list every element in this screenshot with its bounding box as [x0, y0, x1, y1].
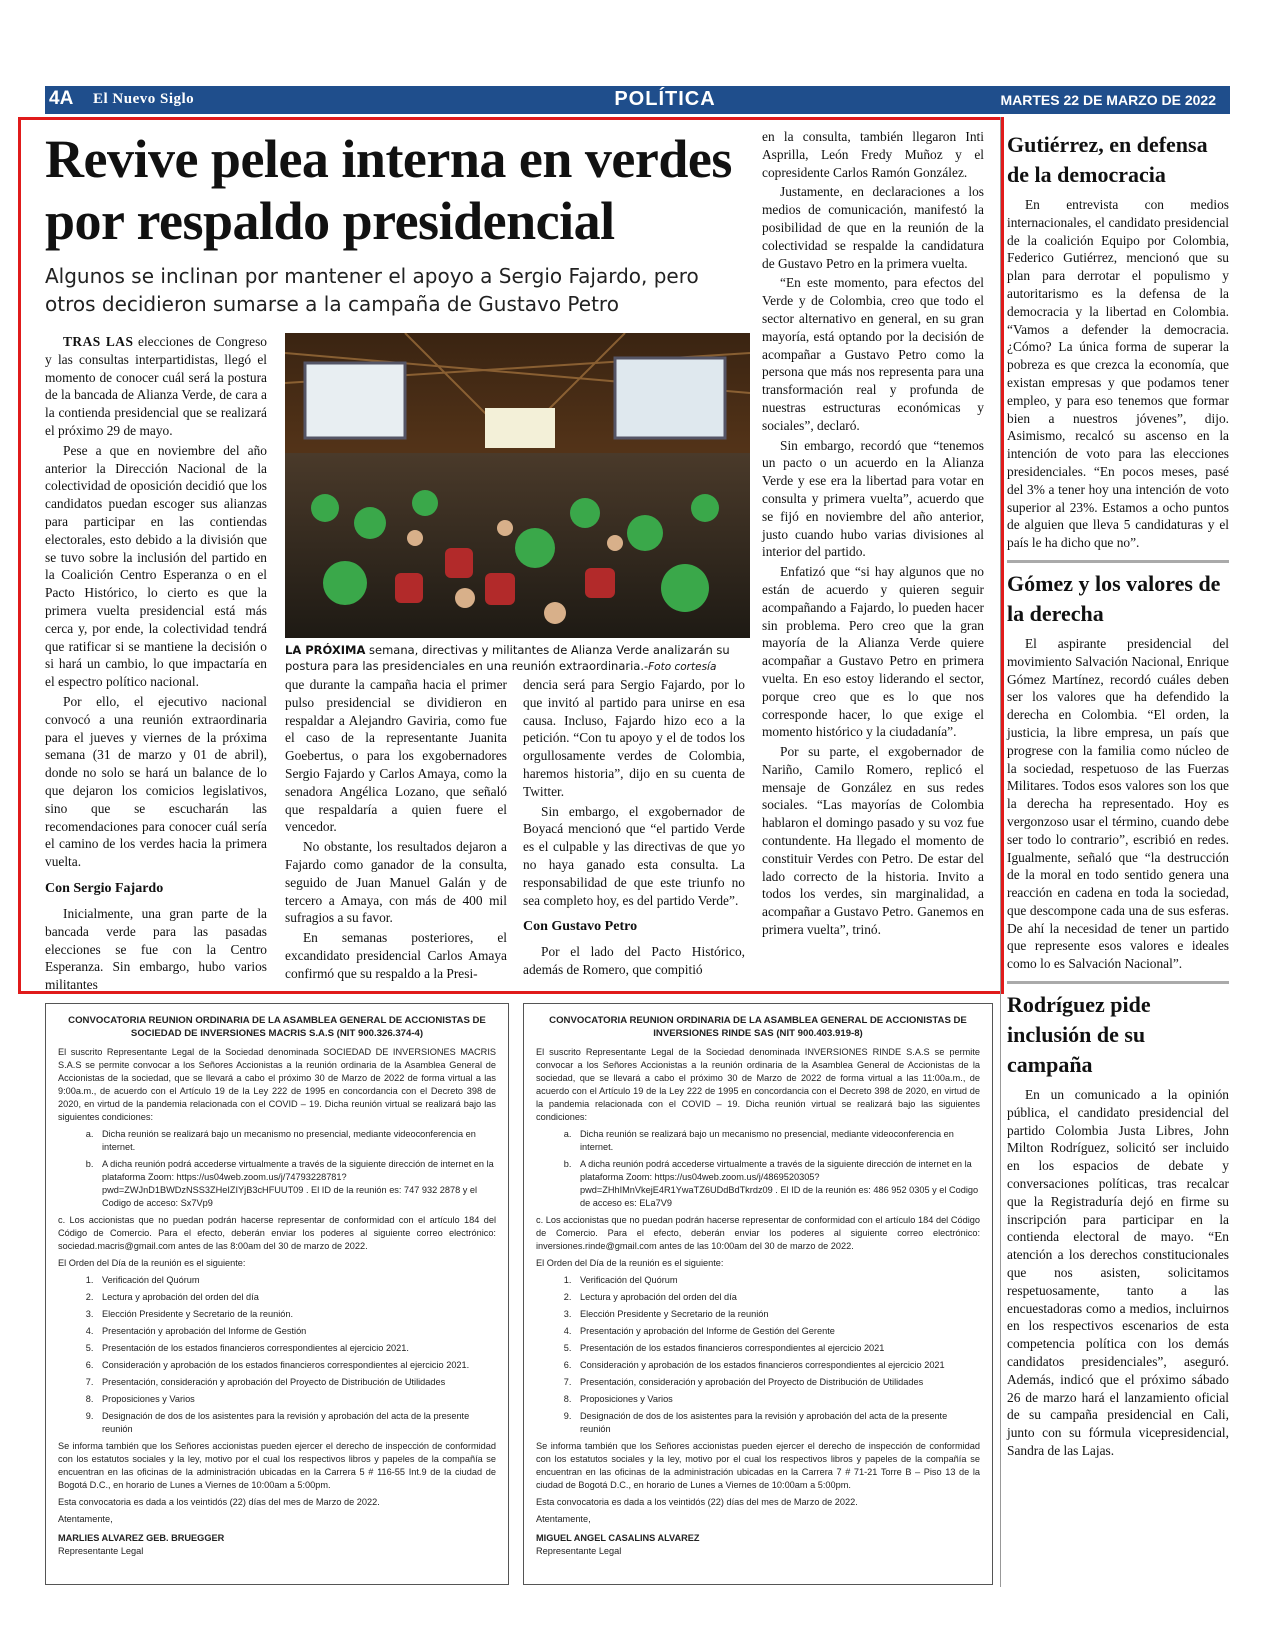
sidebar-heading: Gómez y los valores de la derecha [1007, 570, 1221, 626]
paragraph: Pese a que en noviembre del año anterior la Dirección Nacional de la colectividad de oposición decidió que los candidatos puedan escoger sus alianzas para participar en las contiendas electorales, esto debido a la división que se tuvo sobre la inclusión del partido en la Coalición Centro Esperanza o en el Pacto Histórico, lo cierto es que la primera vuelta presidencial está más cerca y, por ende, la colectividad tendrá que ratificar si se mantiene la decisión o si hará un cambio, lo que impactaría en el espectro político nacional. [45, 442, 267, 690]
agenda-item: 1. Verificación del Quórum [574, 1274, 980, 1287]
agenda-item: 4. Presentación y aprobación del Informe de Gestión del Gerente [574, 1325, 980, 1338]
notice-condition: b. A dicha reunión podrá accederse virtualmente a través de la siguiente dirección de internet en la plataforma Zoom: https://us04web.zoom.us/j/74793228781?pwd=ZWJnD1BWDzNSS3ZHeIZIYjB3cHFUUT09 . El ID de la reunión es: 747 932 2878 y el Codigo de acceso: Sx7Vp9 [96, 1158, 496, 1210]
agenda-item: 8. Proposiciones y Varios [96, 1393, 496, 1406]
article-headline: Revive pelea interna en verdes por respaldo presidencial [45, 129, 732, 251]
article-column-4 [762, 128, 984, 941]
notice-title: CONVOCATORIA REUNION ORDINARIA DE LA ASAMBLEA GENERAL DE ACCIONISTAS DE INVERSIONES RINDE SAS (NIT 900.403.919-8) [549, 1015, 967, 1039]
notice-date: Esta convocatoria es dada a los veintidós (22) días del mes de Marzo de 2022. [536, 1497, 858, 1507]
newspaper-name: El Nuevo Siglo [93, 91, 195, 107]
agenda-item: 4. Presentación y aprobación del Informe de Gestión [96, 1325, 496, 1338]
legal-notice [523, 1003, 993, 1585]
sidebar-story [1007, 569, 1229, 973]
notice-agenda [58, 1274, 496, 1436]
notice-proxy: c. Los accionistas que no puedan podrán hacerse representar de conformidad con el artículo 184 del Código de Comercio. Para el efecto, deberán enviar los poderes al siguiente correo electrónico: inversiones.rinde@gmail.com antes de las 10:00am del 30 de marzo de 2022. [536, 1215, 980, 1251]
agenda-item: 1. Verificación del Quórum [96, 1274, 496, 1287]
notice-condition: a. Dicha reunión se realizará bajo un mecanismo no presencial, mediante videoconferencia en internet. [96, 1128, 496, 1154]
notice-intro: El suscrito Representante Legal de la Sociedad denominada SOCIEDAD DE INVERSIONES MACRIS S.A.S se permite convocar a los Señores Accionistas a la reunión ordinaria de la Asamblea General de Accionistas de la sociedad, que se llevará a cabo el próximo 30 de Marzo de 2022 de forma virtual a las 9:00a.m., de acuerdo con el Artículo 19 de la Ley 222 de 1995 en concordancia con el Decreto 398 de 2020, en virtud de la pandemia relacionada con el COVID – 19. Dicha reunión virtual se realizará bajo las siguientes condiciones: [58, 1047, 496, 1122]
notice-agenda-intro: El Orden del Día de la reunión es el siguiente: [536, 1258, 724, 1268]
legal-notice [45, 1003, 509, 1585]
article-column-1 [45, 333, 267, 996]
notice-conditions [58, 1128, 496, 1210]
paragraph: Por su parte, el exgobernador de Nariño, Camilo Romero, replicó el mensaje de González en sus redes sociales. “Las mayorías de Colombia hablaron el domingo pasado y su voz fue contundente. Ha llegado el momento de constituir Verdes con Petro. De estar del lado correcto de la historia. Invito a todos los verdes, sin marginalidad, a acompañar a Gustavo Petro. Ganemos en primera vuelta”, trinó. [762, 744, 984, 938]
agenda-item: 3. Elección Presidente y Secretario de la reunión. [96, 1308, 496, 1321]
caption-text: semana, directivas y militantes de Alianza Verde analizarán su postura para las presidenciales en una reunión extraordinaria.- [285, 643, 730, 673]
sidebar-body: En un comunicado a la opinión pública, el candidato presidencial del partido Colombia Justa Libres, John Milton Rodríguez, solicitó ser incluido en los espacios de debate y conversaciones políticas, tras recalcar que la Registraduría dejó en firme su inscripción para participar en la contienda electoral de mayo. “En atención a los derechos constitucionales que nos asisten, solicitamos respetuosamente, tanto a las encuestadoras como a medios, incluirnos en los respectivos escenarios de esta competencia política con los demás candidatos presidenciales”, aseguró. Además, indicó que el próximo sábado 26 de marzo hará el lanzamiento oficial de su campaña presidencial en Cali, junto con su fórmula vicepresidencial, Sandra de las Lajas. [1007, 1087, 1229, 1459]
notice-date: Esta convocatoria es dada a los veintidós (22) días del mes de Marzo de 2022. [58, 1497, 380, 1507]
notice-agenda-intro: El Orden del Día de la reunión es el siguiente: [58, 1258, 246, 1268]
subheading: Con Gustavo Petro [523, 919, 638, 935]
paragraph: en la consulta, también llegaron Inti Asprilla, León Fredy Muñoz y el copresidente Carlos Ramón González. [762, 129, 984, 180]
paragraph: Inicialmente, una gran parte de la bancada verde para las pasadas elecciones se fue con la Centro Esperanza. Sin embargo, hubo varios militantes [45, 905, 267, 993]
photo-caption [285, 642, 750, 675]
page-header-bar [45, 86, 1230, 114]
agenda-item: 8. Proposiciones y Varios [574, 1393, 980, 1406]
notice-intro: El suscrito Representante Legal de la Sociedad denominada INVERSIONES RINDE S.A.S se permite convocar a los Señores Accionistas a la reunión ordinaria de la Asamblea General de Accionistas de la sociedad, que se llevará a cabo el próximo 30 de Marzo de 2022 de forma virtual a las 11:00a.m., de acuerdo con el Artículo 19 de la Ley 222 de 1995 en concordancia con el Decreto 398 de 2020, en virtud de la pandemia relacionada con el COVID – 19. Dicha reunión virtual se realizará bajo las siguientes condiciones: [536, 1047, 980, 1122]
paragraph: “En este momento, para efectos del Verde y de Colombia, creo que todo el sector alternativo en general, en su gran mayoría, está optando por la decisión de acompañar a Gustavo Petro como la persona que más nos representa para una transformación real y profunda de nuestras estructuras económicas y sociales”, declaró. [762, 275, 984, 433]
notice-role: Representante Legal [536, 1546, 622, 1556]
notice-condition: b. A dicha reunión podrá accederse virtualmente a través de la siguiente dirección de internet en la plataforma Zoom: https://us04web.zoom.us/j/4869520305?pwd=ZHhIMnVkejE4R1YwaTZ6UDdBdTkrdz09 . El ID de la reunión es: 486 952 0305 y el Codigo de acceso es: ELa7V9 [574, 1158, 980, 1210]
sidebar-story [1007, 990, 1229, 1460]
notice-info: Se informa también que los Señores accionistas pueden ejercer el derecho de inspección de conformidad con los estatutos sociales y la ley, motivo por el cual los respectivos libros y papeles de la compañía se encuentran en las oficinas de la administración ubicadas en la Carrera 7 # 71-21 Torre B – Piso 13 de la ciudad de Bogotá D.C., en horario de Lunes a Viernes de 10:00am a 5:00pm. [536, 1441, 980, 1490]
agenda-item: 7. Presentación, consideración y aprobación del Proyecto de Distribución de Utilidades [96, 1376, 496, 1389]
paragraph: Sin embargo, recordó que “tenemos un pacto o un acuerdo en la Alianza Verde y ese era la libertad para votar en consulta y primera vuelta”, acuerdo que se fijó en noviembre del año anterior, justo cuando hubo varias divisiones al interior del partido. [762, 437, 984, 560]
sidebar-heading: Rodríguez pide inclusión de su campaña [1007, 992, 1151, 1078]
notice-title: CONVOCATORIA REUNION ORDINARIA DE LA ASAMBLEA GENERAL DE ACCIONISTAS DE SOCIEDAD DE INVERSIONES MACRIS S.A.S (NIT 900.326.374-4) [68, 1015, 486, 1039]
paragraph: Sin embargo, el exgobernador de Boyacá mencionó que “el partido Verde es el culpable y las directivas de que yo no haya ganado esta consulta. La responsabilidad de que este triunfo no sea completo hoy, es del partido Verde”. [523, 803, 745, 908]
agenda-item: 2. Lectura y aprobación del orden del día [96, 1291, 496, 1304]
paragraph: Enfatizó que “si hay algunos que no están de acuerdo y quieren seguir acompañando a Fajardo, lo pueden hacer sin problema. Pero creo que la gran mayoría de la Alianza Verde quiere acompañar a Gustavo Petro en primera vuelta. En eso estoy liderando el sector, porque creo que es lo que nos corresponde hacer, lo que exige el momento histórico y la ciudadanía”. [762, 564, 984, 740]
paragraph: No obstante, los resultados dejaron a Fajardo como ganador de la consulta, seguido de Juan Manuel Galán y de tercero a Amaya, con más de 400 mil sufragios a su favor. [285, 839, 507, 926]
assembly-photo-illustration [285, 333, 750, 638]
paragraph: que durante la campaña hacia el primer pulso presidencial se dividieron en respaldar a Alejandro Gaviria, como fue el caso de la representante Juanita Goebertus, o para los exgobernadores Sergio Fajardo y Carlos Amaya, como la senadora Angélica Lozano, que señaló que respaldaría a quien fuere el vencedor. [285, 677, 507, 835]
notice-info: Se informa también que los Señores accionistas pueden ejercer el derecho de inspección de conformidad con los estatutos sociales y la ley, motivo por el cual los respectivos libros y papeles de la compañía se encuentran en las oficinas de la administración ubicadas en la Carrera 5 # 116-55 Int.9 de la ciudad de Bogotá D.C., en horario de Lunes a Viernes de 10:00am a 5:00pm. [58, 1441, 496, 1490]
agenda-item: 9. Designación de dos de los asistentes para la revisión y aprobación del acta de la presente reunión [574, 1410, 980, 1436]
sidebar-heading: Gutiérrez, en defensa de la democracia [1007, 132, 1208, 187]
notice-signer: MARLIES ALVAREZ GEB. BRUEGGER [58, 1533, 225, 1543]
sidebar-body: El aspirante presidencial del movimiento Salvación Nacional, Enrique Gómez Martínez, recordó cuáles deben ser los valores que ha defendido la derecha en Colombia. “El orden, la justicia, la libre empresa, un país que progrese con la familia como núcleo de la sociedad, respetuoso de las Fuerzas Militares. Todos esos valores son los que la derecha ha representado. Hoy es vergonzoso usar el término, cuando debe ser todo lo contrario”, escribió en redes. Igualmente, señaló que “la destrucción de la moral en todo sentido genera una reacción en cadena en toda la sociedad, que descompone cada una de sus esferas. De ahí la necesidad de tener un partido que represente esos valores e ideales como lo es Salvación Nacional”. [1007, 635, 1229, 972]
notice-agenda [536, 1274, 980, 1436]
photo-credit: Foto cortesía [648, 661, 717, 673]
agenda-item: 3. Elección Presidente y Secretario de la reunión [574, 1308, 980, 1321]
sidebar-story [1007, 130, 1229, 552]
agenda-item: 6. Consideración y aprobación de los estados financieros correspondientes al ejercicio 2021 [574, 1359, 980, 1372]
sidebar-divider [1007, 560, 1229, 563]
paragraph: En semanas posteriores, el excandidato presidencial Carlos Amaya confirmó que su respaldo a la Presi- [285, 930, 507, 981]
issue-date: MARTES 22 DE MARZO DE 2022 [1000, 92, 1216, 108]
sidebar-divider [1007, 981, 1229, 984]
agenda-item: 9. Designación de dos de los asistentes para la revisión y aprobación del acta de la presente reunión [96, 1410, 496, 1436]
column-divider [1000, 117, 1001, 1587]
notice-role: Representante Legal [58, 1546, 144, 1556]
paragraph: Justamente, en declaraciones a los medios de comunicación, manifestó la posibilidad de que en la reunión de la colectividad se respalde la candidatura de Gustavo Petro en la primera vuelta. [762, 184, 984, 271]
agenda-item: 2. Lectura y aprobación del orden del día [574, 1291, 980, 1304]
agenda-item: 5. Presentación de los estados financieros correspondientes al ejercicio 2021 [574, 1342, 980, 1355]
paragraph: elecciones de Congreso y las consultas interpartidistas, llegó el momento de conocer cuál será la postura de la bancada de Alianza Verde, de cara a la contienda presidencial que se realizará el próximo 29 de mayo. [45, 334, 267, 438]
sidebar-body: En entrevista con medios internacionales, el candidato presidencial de la coalición Equipo por Colombia, Federico Gutiérrez, mencionó que su plan para derrotar el populismo y autoritarismo es la defensa de la democracia y la libertad en Colombia. “Vamos a defender la democracia. ¿Cómo? La única forma de superar la pobreza es que crezca la economía, que existan empresas y que podamos tener empleo, y para eso tenemos que formar bien a nuestros jóvenes”, dijo. Asimismo, recalcó su ascenso en la intención de voto para las elecciones presidenciales. “En pocos meses, pasé del 3% a tener hoy una intención de voto superior al 23%. Estamos a ocho puntos de alguien que lleva 5 candidaturas y el país le ha dicho que no”. [1007, 197, 1229, 551]
sidebar [1007, 130, 1229, 1462]
paragraph: Por el lado del Pacto Histórico, además de Romero, que compitió [523, 944, 745, 978]
event-photo [285, 333, 750, 638]
subheading: Con Sergio Fajardo [45, 880, 164, 896]
notice-closing: Atentamente, [58, 1514, 113, 1524]
article-column-3 [523, 676, 745, 981]
article-subhead: Algunos se inclinan por mantener el apoyo a Sergio Fajardo, pero otros decidieron sumarse a la campaña de Gustavo Petro [45, 264, 699, 316]
notice-condition: a. Dicha reunión se realizará bajo un mecanismo no presencial, mediante videoconferencia en internet. [574, 1128, 980, 1154]
notice-proxy: c. Los accionistas que no puedan podrán hacerse representar de conformidad con el artículo 184 del Código de Comercio. Para el efecto, deberán enviar los poderes al siguiente correo electrónico: sociedad.macris@gmail.com antes de las 8:00am del 30 de marzo de 2022. [58, 1215, 496, 1251]
section-title: POLÍTICA [614, 88, 716, 110]
page-number: 4A [49, 88, 74, 109]
lead-in: TRAS LAS [63, 334, 134, 349]
notice-conditions [536, 1128, 980, 1210]
article-column-2 [285, 676, 507, 985]
paragraph: Por ello, el ejecutivo nacional convocó a una reunión extraordinaria para el jueves y viernes de la próxima semana (31 de marzo y 01 de abril), donde no solo se hará un balance de lo que dejaron los comicios legislativos, sino que se escucharán las recomendaciones para conocer cuál sería el camino de los verdes hacia la primera vuelta. [45, 693, 267, 870]
agenda-item: 7. Presentación, consideración y aprobación del Proyecto de Distribución de Utilidades [574, 1376, 980, 1389]
agenda-item: 6. Consideración y aprobación de los estados financieros correspondientes al ejercicio 2021. [96, 1359, 496, 1372]
agenda-item: 5. Presentación de los estados financieros correspondientes al ejercicio 2021. [96, 1342, 496, 1355]
caption-lead: LA PRÓXIMA [285, 643, 366, 657]
notice-closing: Atentamente, [536, 1514, 591, 1524]
paragraph: dencia será para Sergio Fajardo, por lo que invitó al partido para unirse en esa causa. Incluso, Fajardo hizo eco a la petición. “Con tu apoyo y el de todos los orgullosamente verdes de Colombia, haremos historia”, dijo en su cuenta de Twitter. [523, 677, 745, 799]
notice-signer: MIGUEL ANGEL CASALINS ALVAREZ [536, 1533, 700, 1543]
